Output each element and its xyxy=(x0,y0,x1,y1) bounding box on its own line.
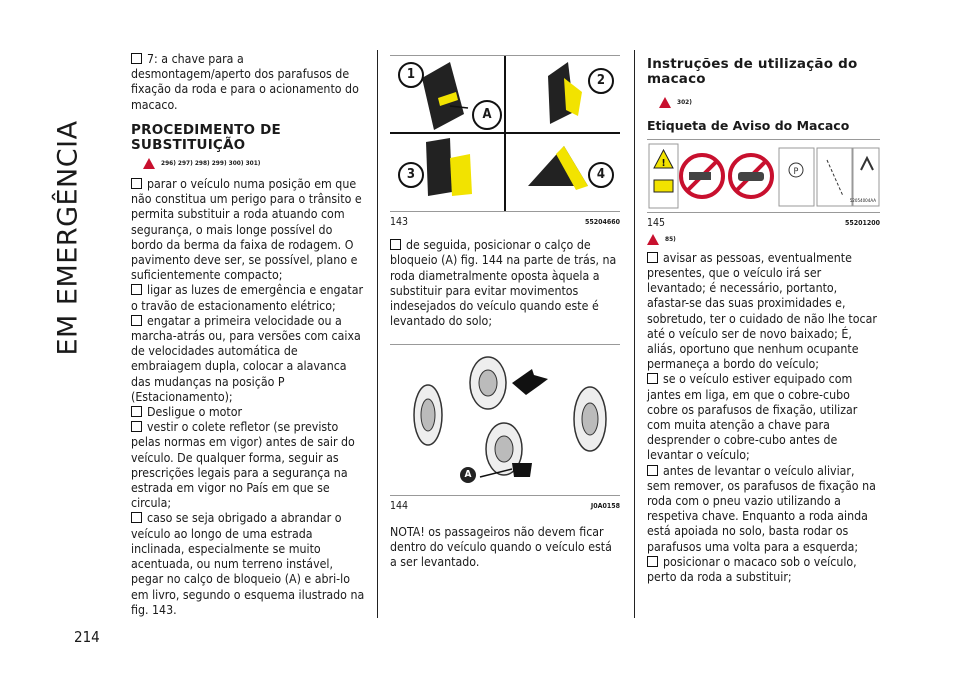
bullet-icon xyxy=(647,556,658,567)
figure-143 xyxy=(390,55,620,212)
list-item: Desligue o motor xyxy=(131,405,367,420)
note-text: NOTA! os passageiros não devem ficar dentro do veículo quando o veículo está a ser levantado. xyxy=(390,524,612,570)
figure-panel xyxy=(506,134,620,211)
figure-label: 2 xyxy=(588,68,614,94)
warning-refs: 302) xyxy=(659,95,880,110)
column-3 xyxy=(647,52,880,585)
figure-number: 145 xyxy=(647,217,666,230)
list-item: avisar as pessoas, eventualmente presentes, que o veículo irá ser levantado; é necessário, portanto, afastar-se das suas proximidades e, sobretudo, ter o cuidado de não lhe tocar até o veículo ser de novo baixado; É, aliás, oportuno que nenhum ocupante permaneça a bordo do veículo; xyxy=(647,250,877,372)
warning-icon xyxy=(143,158,155,169)
figure-caption xyxy=(647,216,880,231)
bullet-icon xyxy=(131,315,142,326)
figure-number: 144 xyxy=(390,500,409,513)
section-title: EM EMERGÊNCIA xyxy=(52,120,84,356)
warning-icon xyxy=(659,97,671,108)
wheels-with-chock-illustration xyxy=(390,345,620,495)
list-item: se o veículo estiver equipado com jantes em liga, em que o cobre-cubo cobre os parafusos de fixação, utilizar com muita atenção a chave para desprender o cobre-cubo antes de levantar o veículo; xyxy=(647,372,858,463)
bullet-icon xyxy=(131,53,142,64)
section-heading: PROCEDIMENTO DE SUBSTITUIÇÃO xyxy=(131,121,281,153)
figure-144 xyxy=(390,344,620,496)
bullet-icon xyxy=(390,239,401,250)
sub-heading: Etiqueta de Aviso do Macaco xyxy=(647,118,850,134)
svg-text:!: ! xyxy=(661,158,666,170)
figure-label: 4 xyxy=(588,162,614,188)
svg-text:P: P xyxy=(793,167,799,178)
figure-code: 55201200 xyxy=(844,219,880,228)
figure-145 xyxy=(647,139,880,213)
bullet-icon xyxy=(131,421,142,432)
figure-label: A xyxy=(472,100,502,130)
bullet-icon xyxy=(647,465,658,476)
bullet-icon xyxy=(647,373,658,384)
figure-label: 3 xyxy=(398,162,424,188)
warning-refs: 85) xyxy=(647,232,880,247)
list-item: de seguida, posicionar o calço de bloqueio (A) fig. 144 na parte de trás, na roda diametralmente oposta àquela a substituir para evitar movimentos indesejados do veículo quando este é levantado do solo; xyxy=(390,238,617,329)
bullet-icon xyxy=(647,252,658,263)
list-item: 7: a chave para a desmontagem/aperto dos parafusos de fixação da roda e para o acionamento do macaco. xyxy=(131,52,359,112)
figure-code: 55204660 xyxy=(584,218,620,226)
column-divider xyxy=(377,50,378,618)
list-item: vestir o colete refletor (se previsto pelas normas em vigor) antes de sair do veículo. De qualquer forma, seguir as prescrições legais para a segurança na estrada em vigor no País em que se circula; xyxy=(131,420,355,511)
bullet-icon xyxy=(131,406,142,417)
figure-caption xyxy=(390,499,620,514)
list-item: posicionar o macaco sob o veículo, perto da roda a substituir; xyxy=(647,554,857,585)
figure-caption xyxy=(390,215,620,230)
warning-refs: 296) 297) 298) 299) 300) 301) xyxy=(143,156,367,171)
list-item: engatar a primeira velocidade ou a marcha-atrás ou, para versões com caixa de velocidades automática de embraiagem dupla, colocar a alavanca das mudanças na posição P (Estacionamento); xyxy=(131,313,361,404)
figure-panel xyxy=(390,134,504,211)
list-item: ligar as luzes de emergência e engatar o travão de estacionamento elétrico; xyxy=(131,283,364,313)
figure-label: 1 xyxy=(398,62,424,88)
figure-panel xyxy=(390,56,504,132)
bullet-icon xyxy=(131,512,142,523)
section-heading: Instruções de utilização do macaco xyxy=(647,56,858,87)
list-item: antes de levantar o veículo aliviar, sem remover, os parafusos de fixação na roda com o pneu vazio utilizando a respetiva chave. Enquanto a roda ainda está apoiada no solo, basta rodar os parafusos uma volta para a esquerda; xyxy=(647,463,876,554)
column-2 xyxy=(390,52,620,570)
figure-number: 143 xyxy=(390,216,409,228)
column-divider xyxy=(634,50,635,618)
column-1 xyxy=(131,52,367,618)
page-number: 214 xyxy=(74,628,100,646)
list-item: caso se seja obrigado a abrandar o veículo ao longo de uma estrada inclinada, especialmente se muito acentuada, ou num terreno instável, pegar no calço de bloqueio (A) e abri-lo em livro, segundo o esquema ilustrado na fig. 143. xyxy=(131,511,365,617)
label-code: 52054004AA xyxy=(849,199,876,205)
bullet-icon xyxy=(131,284,142,295)
bullet-icon xyxy=(131,178,142,189)
figure-code: J0A0158 xyxy=(590,502,620,511)
figure-label: A xyxy=(460,467,476,483)
figure-panel xyxy=(506,56,620,132)
warning-icon xyxy=(647,234,659,245)
jack-warning-label-illustration xyxy=(647,140,880,212)
list-item: parar o veículo numa posição em que não constitua um perigo para o trânsito e permita substituir a roda atuando com segurança, o mais longe possível do bordo da berma da faixa de rodagem. O pavimento deve ser, se possível, plano e suficientemente compacto; xyxy=(131,177,362,283)
